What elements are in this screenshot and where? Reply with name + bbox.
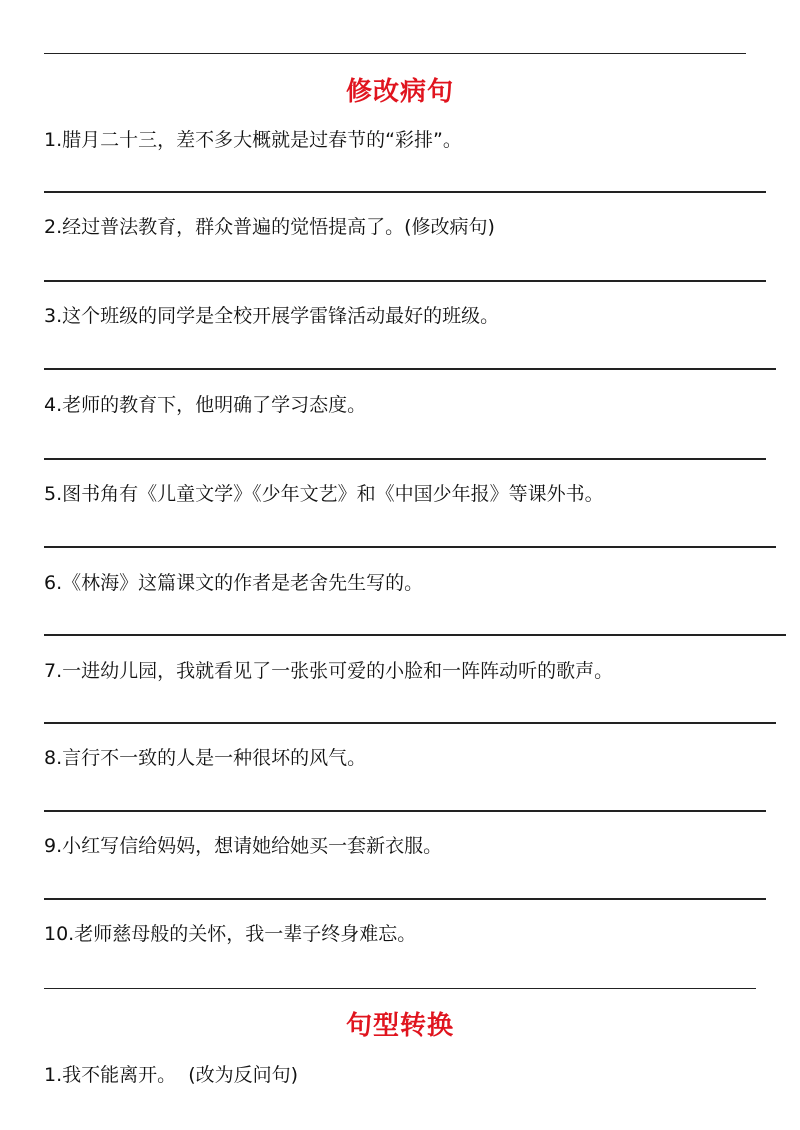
- question-1: 1.腊月二十三，差不多大概就是过春节的“彩排”。: [44, 129, 462, 151]
- answer-line-7[interactable]: [44, 722, 776, 724]
- question-9: 9.小红写信给妈妈，想请她给她买一套新衣服。: [44, 835, 443, 857]
- answer-line-1[interactable]: [44, 191, 766, 193]
- answer-line-5[interactable]: [44, 546, 776, 548]
- question-2: 2.经过普法教育，群众普遍的觉悟提高了。(修改病句): [44, 216, 495, 238]
- answer-line-8[interactable]: [44, 810, 766, 812]
- question-6: 6.《林海》这篇课文的作者是老舍先生写的。: [44, 572, 424, 594]
- question-3: 3.这个班级的同学是全校开展学雷锋活动最好的班级。: [44, 305, 500, 327]
- question-4: 4.老师的教育下，他明确了学习态度。: [44, 394, 367, 416]
- answer-line-2[interactable]: [44, 280, 766, 282]
- top-divider: [44, 53, 746, 54]
- question-5: 5.图书角有《儿童文学》《少年文艺》和《中国少年报》等课外书。: [44, 483, 604, 505]
- question-10: 10.老师慈母般的关怀，我一辈子终身难忘。: [44, 923, 417, 945]
- section-divider: [44, 988, 756, 989]
- section-title-sentence-transformation: 句型转换: [345, 1011, 454, 1041]
- question-8: 8.言行不一致的人是一种很坏的风气。: [44, 747, 367, 769]
- section-title-correct-sentences: 修改病句: [345, 77, 454, 107]
- answer-line-9[interactable]: [44, 898, 766, 900]
- question-7: 7.一进幼儿园，我就看见了一张张可爱的小脸和一阵阵动听的歌声。: [44, 660, 614, 682]
- answer-line-3[interactable]: [44, 368, 776, 370]
- answer-line-6[interactable]: [44, 634, 786, 636]
- question-transform-1: 1.我不能离开。 (改为反问句): [44, 1064, 299, 1086]
- answer-line-4[interactable]: [44, 458, 766, 460]
